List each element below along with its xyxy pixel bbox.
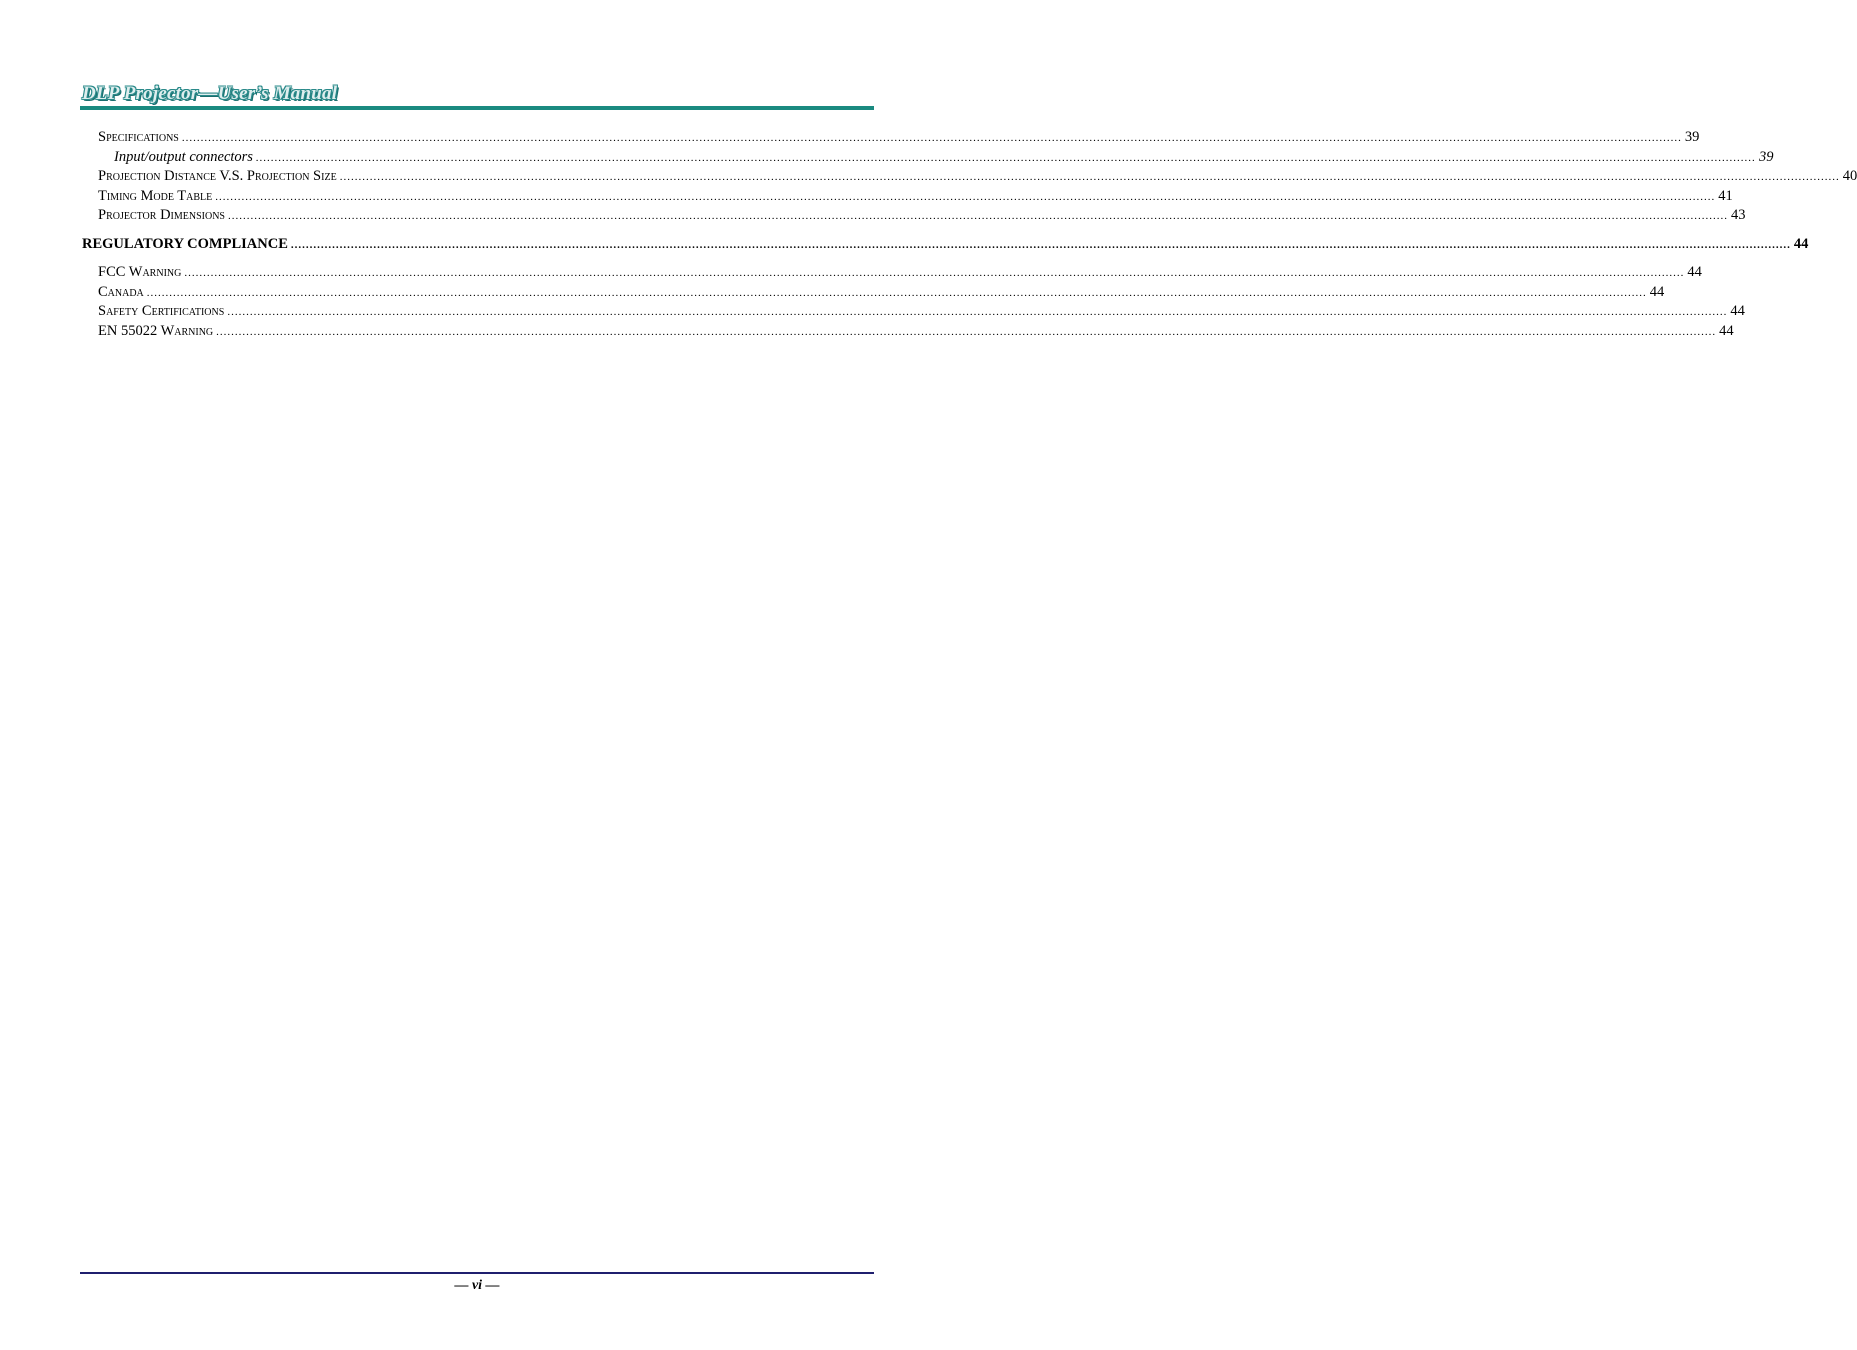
- toc-entry-page: 43: [1731, 207, 1746, 223]
- toc-entry-fcc-warning[interactable]: [80, 263, 1702, 283]
- toc-leader-dots: ................................................................................................................................................................................................................................................................................................................................................................................................................: [215, 190, 1716, 203]
- toc-entry-projector-dimensions[interactable]: [80, 206, 1746, 226]
- toc-entry-page: 40: [1842, 168, 1857, 184]
- page-number: — vi —: [454, 1278, 500, 1293]
- toc-leader-dots: ................................................................................................................................................................................................................................................................................................................................................................................................................: [255, 151, 1756, 164]
- toc-leader-dots: ................................................................................................................................................................................................................................................................................................................................................................................................................: [228, 210, 1728, 222]
- toc-entry-title: FCC Warning: [98, 264, 182, 280]
- toc-leader-dots: ................................................................................................................................................................................................................................................................................................................................................................................................................: [227, 306, 1728, 318]
- toc-leader-dots: ................................................................................................................................................................................................................................................................................................................................................................................................................: [181, 132, 1682, 144]
- toc-entry-title: Input/output connectors: [114, 148, 253, 165]
- table-of-contents: [80, 128, 1857, 341]
- toc-entry-title: Safety Certifications: [98, 303, 225, 319]
- header-divider: [80, 106, 874, 110]
- toc-leader-dots: ................................................................................................................................................................................................................................................................................................................................................................................................................: [184, 267, 1685, 279]
- toc-entry-page: 44: [1719, 322, 1734, 339]
- toc-leader-dots: ................................................................................................................................................................................................................................................................................................................................................................................................................: [339, 171, 1840, 183]
- toc-entry-regulatory-compliance[interactable]: [80, 235, 1809, 255]
- toc-entry-safety-certifications[interactable]: [80, 302, 1745, 322]
- toc-entry-page: 39: [1758, 148, 1774, 165]
- toc-entry-timing-mode-table[interactable]: [80, 187, 1733, 207]
- toc-entry-title: Projection Distance V.S. Projection Size: [98, 168, 337, 184]
- toc-entry-page: 44: [1730, 303, 1745, 319]
- toc-entry-specifications[interactable]: [80, 128, 1700, 148]
- toc-entry-title: Canada: [98, 283, 144, 300]
- document-title: DLP Projector—User’s Manual: [82, 83, 338, 104]
- toc-entry-projection-distance[interactable]: [80, 167, 1857, 187]
- toc-leader-dots: ................................................................................................................................................................................................................................................................................................................................................................................................................: [146, 286, 1647, 299]
- toc-entry-title: EN 55022 Warning: [98, 322, 214, 339]
- toc-entry-canada[interactable]: [80, 283, 1665, 303]
- toc-entry-title: Projector Dimensions: [98, 207, 225, 223]
- toc-entry-title: REGULATORY COMPLIANCE: [82, 235, 288, 252]
- toc-entry-page: 44: [1793, 235, 1809, 252]
- toc-entry-title: Timing Mode Table: [98, 187, 213, 204]
- footer-divider: [80, 1272, 874, 1274]
- toc-leader-dots: ................................................................................................................................................................................................................................................................................................................................................................................................................: [216, 325, 1717, 338]
- toc-entry-page: 44: [1687, 264, 1702, 280]
- toc-entry-page: 41: [1718, 187, 1733, 204]
- toc-entry-page: 44: [1649, 283, 1665, 300]
- toc-leader-dots: ................................................................................................................................................................................................................................................................................................................................................................................................................: [290, 238, 1791, 251]
- toc-entry-page: 39: [1684, 129, 1700, 145]
- toc-entry-input-output-connectors[interactable]: [80, 148, 1774, 168]
- toc-entry-en-55022-warning[interactable]: [80, 322, 1734, 342]
- toc-entry-title: Specifications: [98, 129, 179, 145]
